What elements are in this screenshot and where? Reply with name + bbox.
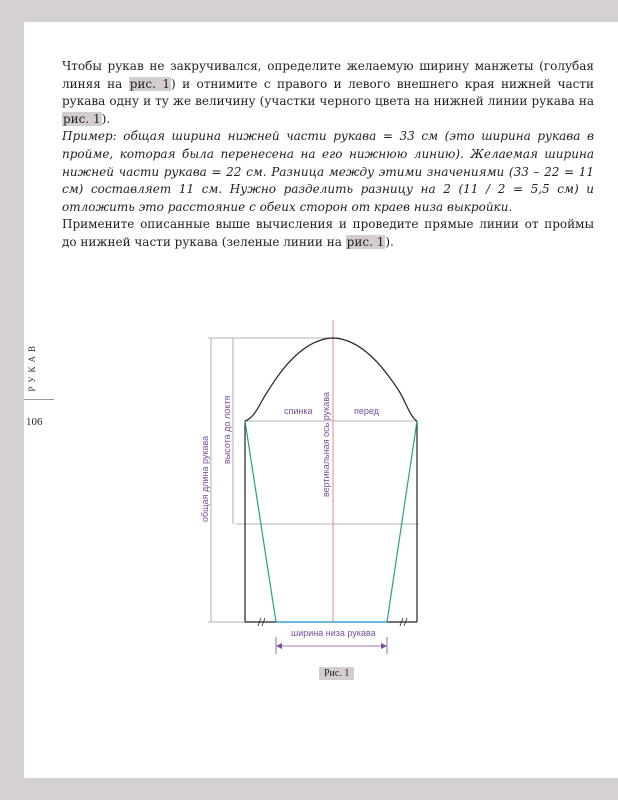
paragraph-2-text-a: Примените описанные выше вычисления и проведите прямые линии от проймы до нижней части рукава (зеленые линии на [62, 217, 594, 249]
paragraph-2-text-b: ). [385, 234, 394, 249]
label-bottom-width: ширина низа рукава [291, 628, 376, 638]
page-number: 106 [26, 416, 43, 428]
paragraph-1-text-b: ) и отнимите с правого и левого внешнего края нижней части рукава одну и ту же величину (участки черного цвета на нижней линии рукава на [62, 76, 595, 109]
label-vertical-axis: вертикальная ось рукава [321, 392, 331, 497]
arrow-head-right [381, 643, 387, 649]
arrow-head-left [276, 643, 282, 649]
label-back: спинка [284, 406, 313, 416]
figure-ref: рис. 1 [346, 234, 385, 249]
section-side-label: РУКАВ [27, 342, 37, 392]
label-total-length: общая длина рукава [200, 435, 210, 522]
sleeve-pattern-diagram [24, 22, 618, 778]
right-taper-line [387, 421, 417, 622]
page [24, 22, 618, 778]
figure-ref: рис. 1 [129, 76, 170, 91]
example-paragraph: Пример: общая ширина нижней части рукава = 33 см (это ширина рукава в пройме, которая была перенесена на его нижнюю линию). Желаемая ширина нижней части рукава = 22 см. Разница между этими значениями (33 – 22 = 11 см) составляет 11 см. Нужно разделить разницу на 2 (11 / 2 = 5,5 см) и отложить это расстояние с обеих сторон от краев низа выкройки. [62, 129, 594, 214]
paragraph-1-text-c: ). [101, 111, 111, 126]
label-elbow-height: высота до локтя [222, 395, 232, 464]
label-front: перед [354, 406, 379, 416]
sleeve-cap-curve [245, 338, 417, 421]
figure-caption: Рис. 1 [319, 667, 354, 680]
figure-ref: рис. 1 [63, 111, 101, 126]
left-taper-line [245, 421, 276, 622]
paragraph-1-text-a: Чтобы рукав не закручивался, определите желаемую ширину манжеты (голубая линяя на [62, 59, 594, 91]
